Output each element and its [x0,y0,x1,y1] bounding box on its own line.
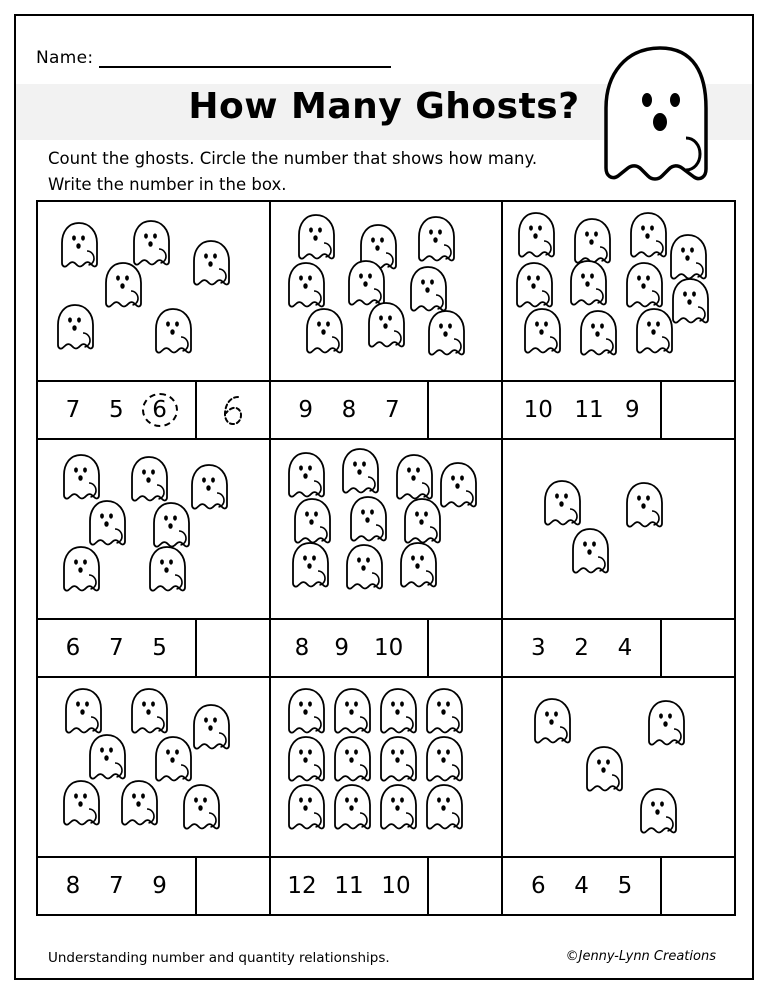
ghost-icon [283,450,329,502]
written-answer [218,393,248,427]
footer-standard-text: Understanding number and quantity relationships. [48,950,390,966]
write-answer-box[interactable] [195,382,269,438]
ghost-icon [84,732,130,784]
ghost-icon [329,782,375,834]
ghost-icon [421,734,467,786]
ghost-icon [539,478,585,530]
ghost-icon [329,686,375,738]
ghost-icon [283,782,329,834]
answer-row [503,380,734,438]
ghost-icon [283,734,329,786]
ghost-icon [423,308,469,360]
number-choice[interactable]: 7 [384,397,400,423]
ghost-icon [635,786,681,838]
ghost-icon [421,782,467,834]
ghost-icon [84,498,130,550]
ghost-icon [581,744,627,796]
ghost-icon [188,238,234,290]
ghost-icon [301,306,347,358]
ghost-icon [575,308,621,360]
ghost-icon [58,544,104,596]
ghost-icon [178,782,224,834]
problem-cell [503,440,736,678]
ghost-icon [126,686,172,738]
ghost-icon [631,306,677,358]
answer-row [38,618,269,676]
ghost-icon [337,446,383,498]
number-choices[interactable] [503,858,660,914]
problem-cell [38,678,271,916]
ghost-icon [413,214,459,266]
number-choice[interactable]: 9 [624,397,640,423]
problem-cell [503,678,736,916]
ghost-icon [116,778,162,830]
ghost-icon [52,302,98,354]
ghost-icon [283,260,329,312]
ghost-icon [539,478,585,530]
number-choices[interactable] [271,620,428,676]
ghost-icon [58,452,104,504]
ghost-icon [283,734,329,786]
number-choice[interactable]: 7 [108,635,124,661]
ghost-icon [575,308,621,360]
number-choice[interactable]: 10 [373,635,404,661]
name-field-row [36,48,391,68]
ghost-icon [413,214,459,266]
ghost-icon [58,778,104,830]
number-choice[interactable]: 8 [341,397,357,423]
number-choices[interactable] [38,382,195,438]
ghost-icon [421,782,467,834]
number-choice[interactable]: 7 [108,873,124,899]
ghost-icon [150,306,196,358]
answer-row [271,380,502,438]
ghost-icon [84,498,130,550]
ghost-icon [84,732,130,784]
number-choice[interactable]: 4 [574,873,589,899]
ghost-icon [178,782,224,834]
ghost-icon [643,698,689,750]
ghost-icon [341,542,387,594]
ghost-icon [375,734,421,786]
ghost-icon [631,306,677,358]
ghost-icon [375,686,421,738]
number-choice[interactable]: 8 [65,873,81,899]
ghost-icon [621,480,667,532]
number-choice[interactable]: 11 [334,873,364,899]
ghost-icon [144,544,190,596]
write-answer-box[interactable] [195,858,269,914]
ghost-icon [150,306,196,358]
answer-row [503,856,734,914]
problem-row [38,678,736,916]
number-choices[interactable] [503,620,660,676]
problem-cell [38,440,271,678]
ghost-icon [283,450,329,502]
number-choice[interactable]: 5 [617,873,633,899]
ghost-group [503,202,734,380]
ghost-icon [621,260,667,312]
number-choice[interactable]: 3 [530,635,546,661]
number-choices[interactable] [38,858,195,914]
ghost-icon [363,300,409,352]
ghost-icon [635,786,681,838]
ghost-icon [283,782,329,834]
number-choice[interactable]: 9 [334,635,349,661]
number-choice[interactable]: 11 [574,397,604,423]
number-choice[interactable]: 12 [287,873,317,899]
ghost-icon [643,698,689,750]
answer-row [503,618,734,676]
ghost-icon [565,258,611,310]
number-choice[interactable]: 6 [530,873,546,899]
ghost-icon [421,734,467,786]
ghost-icon [329,734,375,786]
problem-cell [271,202,504,440]
ghost-icon [283,686,329,738]
ghost-icon [126,686,172,738]
number-choice[interactable]: 7 [65,397,81,423]
ghost-group [271,678,502,856]
ghost-icon [126,454,172,506]
number-choice[interactable]: 4 [617,635,633,661]
number-choice[interactable]: 9 [152,873,167,899]
ghost-icon [421,686,467,738]
ghost-icon [345,494,391,546]
ghost-icon [621,480,667,532]
ghost-icon [567,526,613,578]
number-choice[interactable]: 10 [381,873,411,899]
answer-row [271,618,502,676]
ghost-group [503,678,734,856]
problem-cell [271,440,504,678]
ghost-icon [188,238,234,290]
ghost-icon [581,744,627,796]
ghost-icon [329,782,375,834]
number-choice[interactable]: 8 [294,635,310,661]
ghost-icon [116,778,162,830]
problem-row [38,202,736,440]
write-answer-box[interactable] [660,382,734,438]
number-choices[interactable] [271,382,428,438]
ghost-icon [56,220,102,272]
ghost-icon [421,686,467,738]
ghost-icon [511,260,557,312]
ghost-icon [58,452,104,504]
ghost-group [38,202,269,380]
ghost-icon [337,446,383,498]
write-answer-box[interactable] [660,858,734,914]
page-title: How Many Ghosts? [188,86,580,127]
ghost-mascot-icon [590,42,730,192]
ghost-icon [100,260,146,312]
problem-grid [36,200,736,916]
ghost-icon [144,544,190,596]
ghost-icon [301,306,347,358]
ghost-icon [621,260,667,312]
ghost-icon [341,542,387,594]
ghost-icon [423,308,469,360]
ghost-group [38,678,269,856]
ghost-icon [513,210,559,262]
number-choices[interactable] [503,382,660,438]
ghost-group [503,440,734,618]
ghost-icon [58,778,104,830]
ghost-icon [375,686,421,738]
ghost-icon [283,686,329,738]
ghost-icon [329,686,375,738]
write-answer-box[interactable] [427,382,501,438]
footer-credit: ©Jenny-Lynn Creations [565,949,716,964]
ghost-icon [565,258,611,310]
ghost-icon [293,212,339,264]
write-answer-box[interactable] [427,620,501,676]
number-choice[interactable]: 5 [108,397,124,423]
number-choices[interactable] [38,620,195,676]
ghost-icon [513,210,559,262]
ghost-icon [511,260,557,312]
ghost-icon [126,454,172,506]
ghost-icon [329,734,375,786]
ghost-icon [56,220,102,272]
number-choice[interactable]: 9 [298,397,313,423]
number-choice[interactable]: 6 [65,635,81,661]
ghost-icon [529,696,575,748]
ghost-icon [363,300,409,352]
ghost-icon [519,306,565,358]
ghost-group [271,440,502,618]
ghost-icon [52,302,98,354]
answer-row [271,856,502,914]
ghost-icon [283,260,329,312]
number-choice[interactable]: 2 [574,635,589,661]
ghost-icon [567,526,613,578]
name-label: Name: [36,48,94,68]
ghost-icon [287,540,333,592]
number-choices[interactable] [271,858,428,914]
number-choice[interactable]: 6 [145,395,174,425]
number-choice[interactable]: 5 [152,635,167,661]
write-answer-box[interactable] [427,858,501,914]
problem-row [38,440,736,678]
write-answer-box[interactable] [195,620,269,676]
ghost-icon [375,734,421,786]
ghost-icon [345,494,391,546]
ghost-icon [293,212,339,264]
ghost-group [271,202,502,380]
ghost-icon [100,260,146,312]
write-answer-box[interactable] [660,620,734,676]
ghost-group [38,440,269,618]
name-input-line[interactable] [99,50,391,68]
problem-cell [38,202,271,440]
answer-row [38,380,269,438]
problem-cell [271,678,504,916]
ghost-icon [60,686,106,738]
ghost-icon [58,544,104,596]
ghost-icon [395,540,441,592]
number-choice[interactable]: 10 [523,397,553,423]
ghost-icon [529,696,575,748]
instructions-text: Count the ghosts. Circle the number that shows how many. Write the number in the box. [48,149,538,194]
ghost-icon [287,540,333,592]
ghost-icon [519,306,565,358]
answer-row [38,856,269,914]
ghost-icon [375,782,421,834]
ghost-icon [375,782,421,834]
problem-cell [503,202,736,440]
ghost-icon [395,540,441,592]
ghost-icon [60,686,106,738]
